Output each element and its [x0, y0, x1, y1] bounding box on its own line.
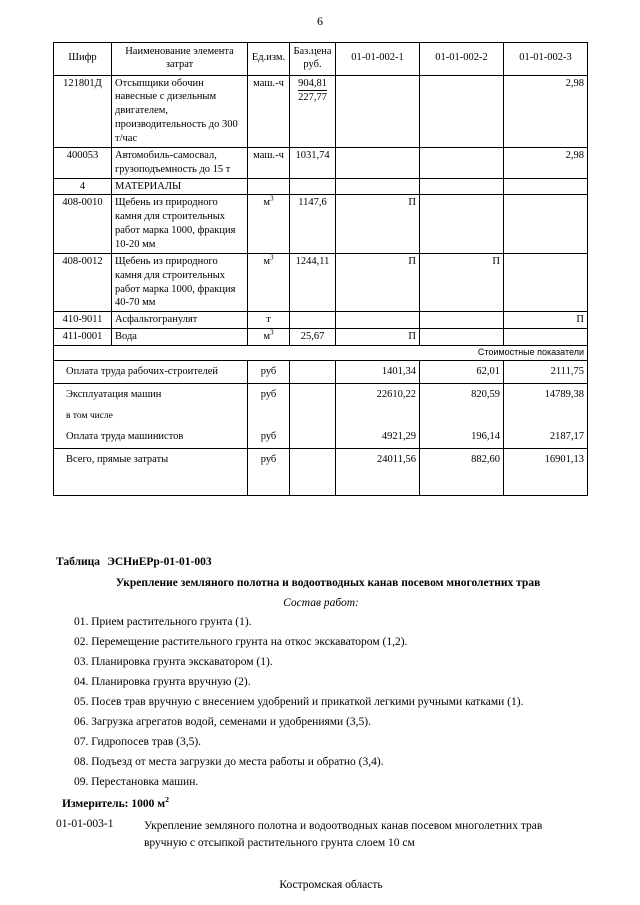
summary-variant-2: 882,60 — [420, 449, 504, 471]
cell-price: 1244,11 — [290, 253, 336, 311]
summary-price — [290, 360, 336, 383]
table-row — [54, 147, 588, 178]
cell-code: 121801Д — [54, 75, 112, 147]
cell-price: 1031,74 — [290, 147, 336, 178]
cell-unit: маш.-ч — [248, 75, 290, 147]
price-denominator: 227,77 — [298, 91, 327, 103]
cell-variant-2 — [420, 75, 504, 147]
norm-line — [56, 818, 586, 853]
cell-variant-3 — [504, 329, 588, 346]
summary-price — [290, 426, 336, 448]
summary-row — [54, 426, 588, 448]
header-price — [290, 43, 336, 76]
summary-label: Всего, прямые затраты — [54, 449, 248, 471]
work-item: 04. Планировка грунта вручную (2). — [74, 676, 251, 688]
norm-text-line2: вручную с отсыпкой растительного грунта слоем 10 см — [144, 837, 415, 850]
cell-variant-2 — [420, 147, 504, 178]
cost-table — [53, 42, 588, 496]
table-section-row — [54, 178, 588, 195]
work-item: 08. Подъезд от места загрузки до места работы и обратно (3,4). — [74, 756, 384, 768]
cell-code: 408-0010 — [54, 195, 112, 253]
measure-exponent: 2 — [165, 795, 169, 805]
spacer-cell — [54, 471, 248, 496]
summary-label: Оплата труда машинистов — [54, 426, 248, 448]
spacer-cell — [336, 471, 420, 496]
cell-variant-1: П — [336, 195, 420, 253]
summary-price — [290, 406, 336, 427]
table-row — [54, 312, 588, 329]
spacer-cell — [248, 471, 290, 496]
summary-unit: руб — [248, 383, 290, 405]
cell-unit: $м^3$ — [248, 195, 290, 253]
cell-name: Щебень из природного камня для строительных работ марка 1000, фракция 10-20 мм — [112, 195, 248, 253]
summary-unit: руб — [248, 360, 290, 383]
summary-variant-3: 2187,17 — [504, 426, 588, 448]
cell-variant-3: П — [504, 312, 588, 329]
summary-label: Оплата труда рабочих-строителей — [54, 360, 248, 383]
cell-code: 408-0012 — [54, 253, 112, 311]
cell-name: Автомобиль-самосвал, грузоподъемность до 15 т — [112, 147, 248, 178]
norm-text-line1: Укрепление земляного полотна и водоотводных канав посевом многолетних трав — [144, 820, 543, 832]
header-unit: Ед.изм. — [248, 43, 290, 76]
table-header-row — [54, 43, 588, 76]
cell-variant-2 — [420, 329, 504, 346]
spacer-cell — [290, 471, 336, 496]
summary-variant-3: 14789,38 — [504, 383, 588, 405]
cell-variant-3: 2,98 — [504, 147, 588, 178]
cell-name: МАТЕРИАЛЫ — [112, 178, 248, 195]
summary-variant-1: 22610,22 — [336, 383, 420, 405]
summary-variant-2: 196,14 — [420, 426, 504, 448]
summary-variant-1 — [336, 406, 420, 427]
cell-variant-1 — [336, 147, 420, 178]
summary-unit — [248, 406, 290, 427]
work-item: 01. Прием растительного грунта (1). — [74, 616, 252, 628]
work-item: 07. Гидропосев трав (3,5). — [74, 736, 202, 748]
summary-price — [290, 383, 336, 405]
cell-variant-1: П — [336, 329, 420, 346]
cell-variant-2 — [420, 195, 504, 253]
cell-name: Асфальтогранулят — [112, 312, 248, 329]
summary-label: Эксплуатация машин — [54, 383, 248, 405]
cell-price — [290, 312, 336, 329]
section-table-code: ЭСНиЕРр-01-01-003 — [107, 556, 212, 568]
price-fraction — [298, 77, 327, 104]
works-composition-header: Состав работ: — [283, 597, 359, 609]
summary-variant-3: 16901,13 — [504, 449, 588, 471]
header-price-line1: Баз.цена — [293, 46, 332, 57]
work-item: 02. Перемещение растительного грунта на откос экскаватором (1,2). — [74, 636, 408, 648]
header-variant-2: 01-01-002-2 — [420, 43, 504, 76]
spacer-cell — [420, 471, 504, 496]
region-name: Костромская область — [279, 878, 383, 891]
summary-variant-3: 2111,75 — [504, 360, 588, 383]
price-numerator: 904,81 — [298, 77, 327, 91]
measure-value: 1000 м — [131, 798, 166, 810]
table-row — [54, 329, 588, 346]
summary-variant-1: 1401,34 — [336, 360, 420, 383]
page-number: 6 — [317, 14, 323, 28]
cell-variant-1 — [336, 312, 420, 329]
work-item: 09. Перестановка машин. — [74, 776, 199, 788]
cell-unit: $м^3$ — [248, 253, 290, 311]
summary-row — [54, 383, 588, 405]
cost-indicators-label: Стоимостные показатели — [54, 346, 588, 361]
summary-note-row — [54, 406, 588, 427]
header-code: Шифр — [54, 43, 112, 76]
measure-label: Измеритель: — [62, 798, 129, 810]
summary-price — [290, 449, 336, 471]
summary-row — [54, 449, 588, 471]
cell-variant-1 — [336, 178, 420, 195]
cell-unit: т — [248, 312, 290, 329]
summary-row — [54, 360, 588, 383]
summary-variant-2: 820,59 — [420, 383, 504, 405]
summary-unit: руб — [248, 449, 290, 471]
cell-code: 411-0001 — [54, 329, 112, 346]
cell-variant-2: П — [420, 253, 504, 311]
cell-code: 410-9011 — [54, 312, 112, 329]
cell-price — [290, 178, 336, 195]
table-row — [54, 253, 588, 311]
cell-price: 25,67 — [290, 329, 336, 346]
work-item: 05. Посев трав вручную с внесением удобрений и прикаткой легкими ручными катками (1). — [74, 696, 524, 708]
header-variant-3: 01-01-002-3 — [504, 43, 588, 76]
work-item: 03. Планировка грунта экскаватором (1). — [74, 656, 273, 668]
header-name-line2: затрат — [165, 58, 194, 70]
header-name-line1: Наименование элемента — [125, 46, 234, 57]
section-subtitle: Укрепление земляного полотна и водоотводных канав посевом многолетних трав — [115, 577, 541, 589]
summary-variant-2 — [420, 406, 504, 427]
norm-code: 01-01-003-1 — [56, 818, 114, 830]
section-table-heading — [56, 556, 586, 568]
cell-variant-3 — [504, 178, 588, 195]
summary-unit: руб — [248, 426, 290, 448]
header-price-line2: руб. — [303, 58, 322, 70]
cell-price: 1147,6 — [290, 195, 336, 253]
summary-variant-2: 62,01 — [420, 360, 504, 383]
cell-variant-3: 2,98 — [504, 75, 588, 147]
table-spacer-row — [54, 471, 588, 496]
table-row — [54, 75, 588, 147]
cell-variant-3 — [504, 253, 588, 311]
measure-line — [62, 795, 586, 810]
cell-variant-2 — [420, 312, 504, 329]
table-row — [54, 195, 588, 253]
cell-unit: $м^3$ — [248, 329, 290, 346]
cell-name: Отсыпщики обочин навесные с дизельным двигателем, производительность до 300 т/час — [112, 75, 248, 147]
section-table-label: Таблица — [56, 556, 101, 568]
cell-variant-1: П — [336, 253, 420, 311]
cell-name: Вода — [112, 329, 248, 346]
cell-code: 4 — [54, 178, 112, 195]
cell-variant-2 — [420, 178, 504, 195]
header-variant-1: 01-01-002-1 — [336, 43, 420, 76]
cell-variant-1 — [336, 75, 420, 147]
norm-text — [144, 818, 586, 853]
cell-variant-3 — [504, 195, 588, 253]
summary-variant-1: 24011,56 — [336, 449, 420, 471]
cost-indicators-row — [54, 346, 588, 361]
cell-price — [290, 75, 336, 147]
work-item: 06. Загрузка агрегатов водой, семенами и удобрениями (3,5). — [74, 716, 371, 728]
cell-name: Щебень из природного камня для строительных работ марка 1000, фракция 40-70 мм — [112, 253, 248, 311]
header-name — [112, 43, 248, 76]
summary-variant-3 — [504, 406, 588, 427]
cell-unit — [248, 178, 290, 195]
summary-variant-1: 4921,29 — [336, 426, 420, 448]
section-text-block — [56, 556, 586, 891]
spacer-cell — [504, 471, 588, 496]
cell-code: 400053 — [54, 147, 112, 178]
summary-label: в том числе — [54, 406, 248, 427]
cell-unit: маш.-ч — [248, 147, 290, 178]
